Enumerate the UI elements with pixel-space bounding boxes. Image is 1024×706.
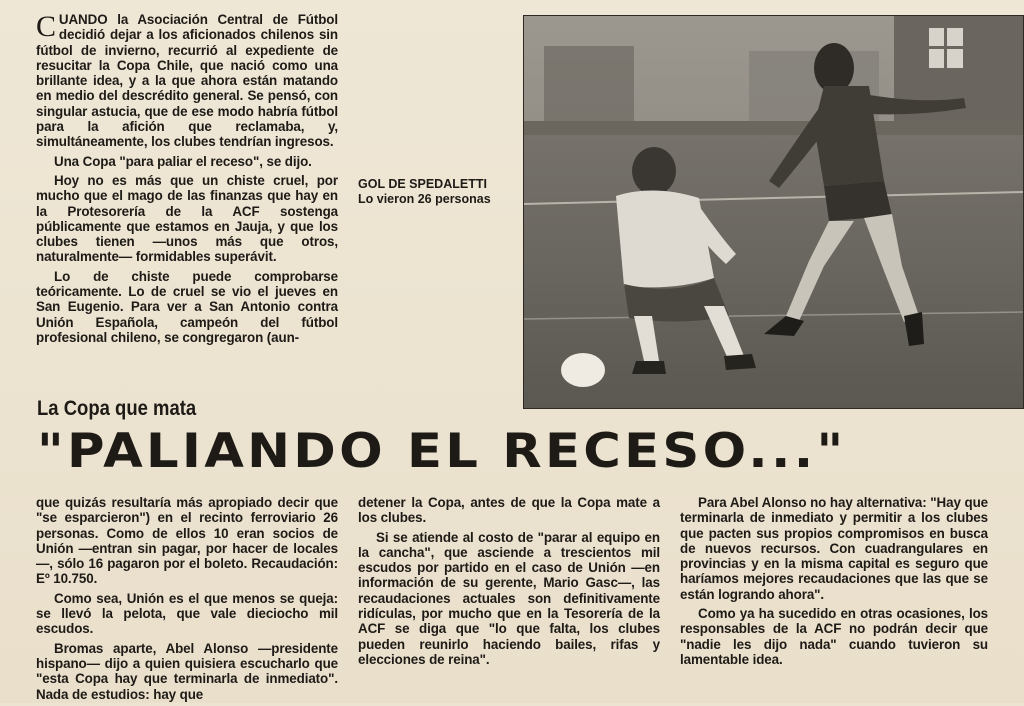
col1-paragraph-1: que quizás resultaría más apropiado decir que "se esparcieron") en el recinto ferroviario 26 personas. Como de ellos 10 eran socios de Unión —entran sin pagar, por hacer de locales—, sólo 16 pagaron por el boleto. Recaudación: Eº 10.750. bbox=[36, 495, 338, 587]
body-column-3 bbox=[680, 495, 988, 671]
photo-caption-subtitle: Lo vieron 26 personas bbox=[358, 192, 491, 206]
article-headline: "PALIANDO EL RECESO..." bbox=[37, 424, 847, 479]
article-kicker: La Copa que mata bbox=[37, 397, 197, 420]
match-photo-illustration bbox=[524, 16, 1023, 408]
col2-paragraph-2: Si se atiende al costo de "parar al equipo en la cancha", que asciende a trescientos mil escudos por partido en el caso de Unión —en información de su gerente, Mario Gasc—, las recaudaciones actuales son definitivamente ridículas, por mucho que en la Tesorería de la ACF se diga que "lo que falta, los clubes pueden reunirlo haciendo bailes, rifas y elecciones de reina". bbox=[358, 529, 660, 667]
col1-paragraph-2: Como sea, Unión es el que menos se queja: se llevó la pelota, que vale dieciocho mil escudos. bbox=[36, 590, 338, 637]
drop-cap: C bbox=[36, 10, 56, 43]
col3-paragraph-2: Como ya ha sucedido en otras ocasiones, los responsables de la ACF no podrán decir que "nadie les dijo nada" cuando tuvieron su lamentable idea. bbox=[680, 606, 988, 667]
intro-paragraph-1 bbox=[36, 12, 338, 150]
photo-caption-title: GOL DE SPEDALETTI bbox=[358, 177, 487, 191]
intro-paragraph-2: Una Copa "para paliar el receso", se dijo. bbox=[54, 153, 312, 169]
body-column-2 bbox=[358, 495, 660, 671]
col2-paragraph-1: detener la Copa, antes de que la Copa mate a los clubes. bbox=[358, 495, 660, 526]
intro-paragraph-4: Lo de chiste puede comprobarse teóricamente. Lo de cruel se vio el jueves en San Eugenio. Para ver a San Antonio contra Unión Española, campeón del fútbol profesional chileno, se congregaron (aun- bbox=[36, 268, 338, 345]
match-photo bbox=[523, 15, 1024, 409]
intro-column bbox=[36, 12, 338, 349]
intro-paragraph-3: Hoy no es más que un chiste cruel, por mucho que el mago de las finanzas que hay en la Protesorería de la ACF sostenga públicamente que estamos en Jauja, y que los clubes tienen —unos más que otros, naturalmente— formidables superávit. bbox=[36, 172, 338, 265]
col1-paragraph-3: Bromas aparte, Abel Alonso —presidente hispano— dijo a quien quisiera escucharlo que "esta Copa hay que terminarla de inmediato". Nada de estudios: hay que bbox=[36, 640, 338, 702]
photo-caption bbox=[358, 177, 491, 207]
body-column-1 bbox=[36, 495, 338, 706]
col3-paragraph-1: Para Abel Alonso no hay alternativa: "Hay que terminarla de inmediato y permitir a los clubes que pacten sus propios compromisos en busca de nuevos recursos. Con cuadrangulares en provincias y en la misma capital es seguro que haríamos mejores recaudaciones que las que se están logrando ahora". bbox=[680, 495, 988, 602]
intro-paragraph-1-text: UANDO la Asociación Central de Fútbol decidió dejar a los aficionados chilenos sin fútbol de invierno, recurrió al expediente de resucitar la Copa Chile, que nació como una brillante idea, y a la que ahora están matando en medio del descrédito general. Se pensó, con singular astucia, que de ese modo habría fútbol para la afición que reclamaba, y, simultáneamente, los clubes tendrían ingresos. bbox=[36, 12, 338, 150]
